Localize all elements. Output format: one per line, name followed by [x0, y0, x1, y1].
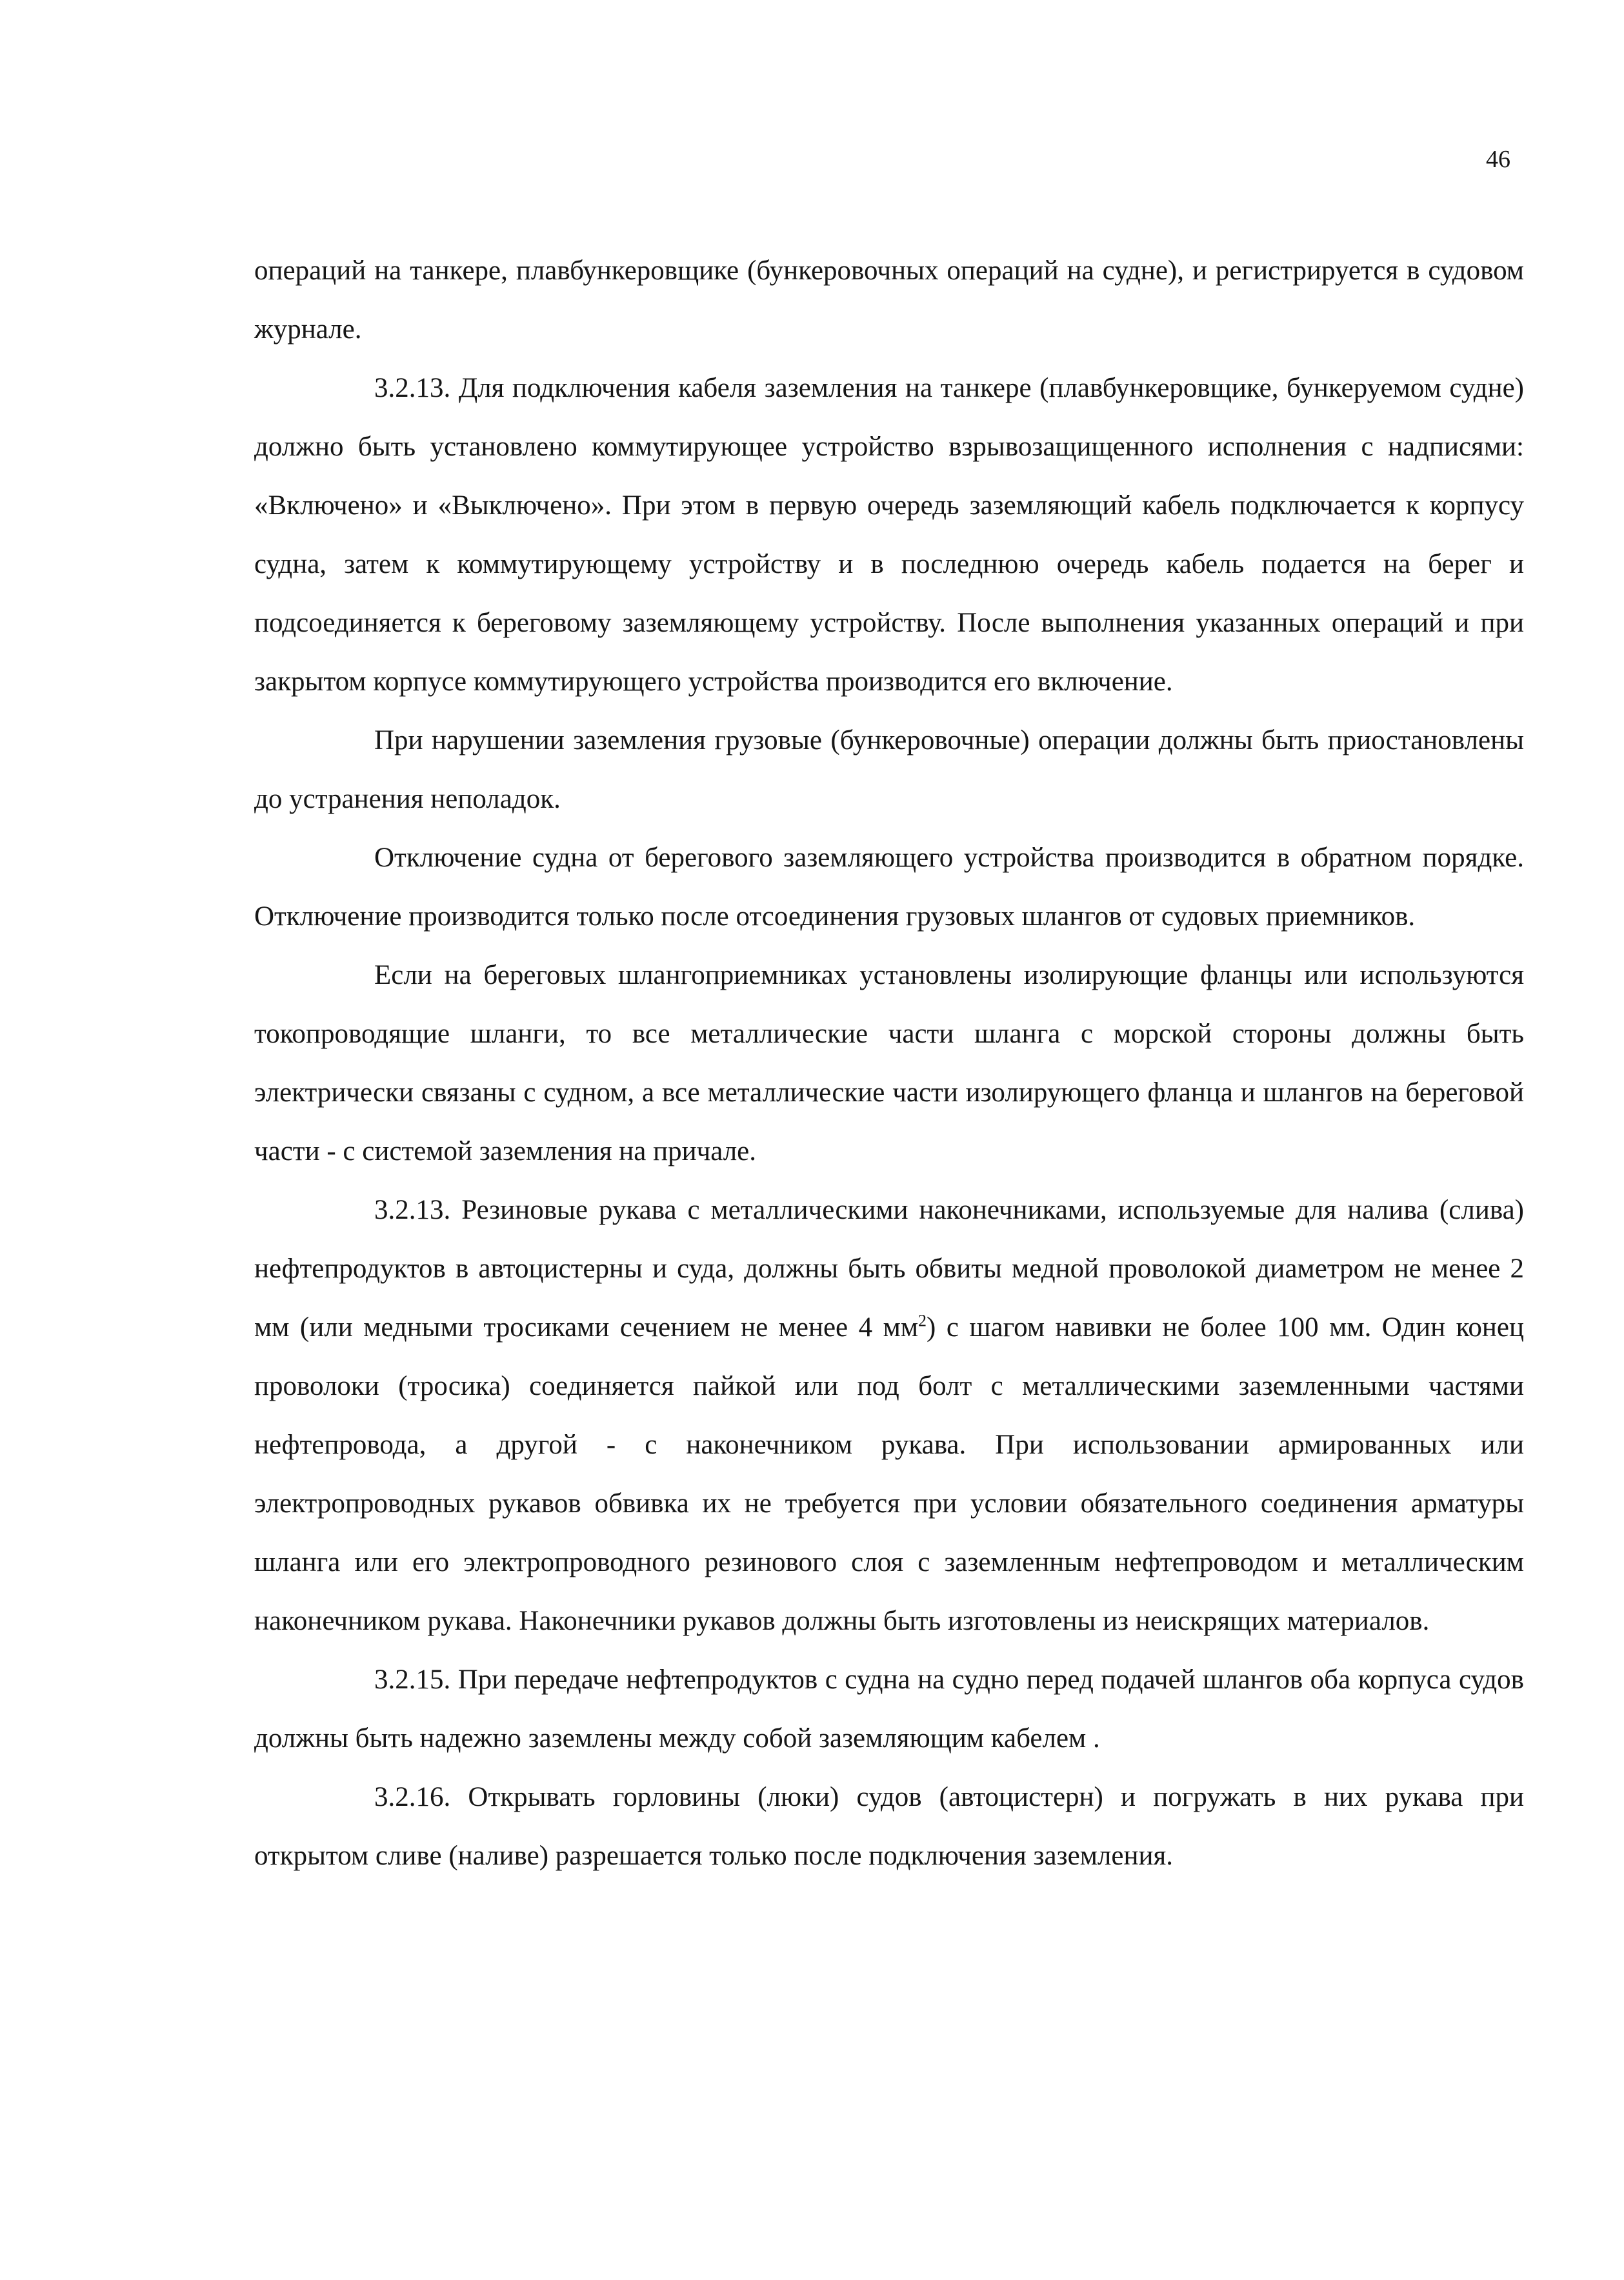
- paragraph-3-2-13-rubber-hoses: [254, 1181, 1524, 1650]
- document-body: [254, 241, 1524, 1885]
- paragraph-disconnection-order: Отключение судна от берегового заземляющего устройства производится в обратном порядке. Отключение производится только после отсоединения грузовых шлангов от судовых приемников.: [254, 843, 1524, 932]
- square-superscript: 2: [918, 1311, 927, 1330]
- rubber-hoses-text-start: 3.2.13. Резиновые рукава с металлическими наконечниками, используемые для налива (слива) нефтепродуктов в автоцистерны и суда, должны быть обвиты медной проволокой диаметром не менее 2 мм (или медными тросиками сечением не менее 4 мм: [254, 1195, 1524, 1343]
- paragraph-3-2-13-grounding-cable: 3.2.13. Для подключения кабеля заземления на танкере (плавбункеровщике, бункеруемом судне) должно быть установлено коммутирующее устройство взрывозащищенного исполнения с надписями: «Включено» и «Выключено». При этом в первую очередь заземляющий кабель подключается к корпусу судна, затем к коммутирующему устройству и в последнюю очередь кабель подается на берег и подсоединяется к береговому заземляющему устройству. После выполнения указанных операций и при закрытом корпусе коммутирующего устройства производится его включение.: [254, 373, 1524, 697]
- paragraph-3-2-15-ship-to-ship: 3.2.15. При передаче нефтепродуктов с судна на судно перед подачей шлангов оба корпуса судов должны быть надежно заземлены между собой заземляющим кабелем .: [254, 1665, 1524, 1754]
- rubber-hoses-text-end: ) с шагом навивки не более 100 мм. Один конец проволоки (тросика) соединяется пайкой или под болт с металлическими заземленными частями нефтепровода, а другой - с наконечником рукава. При использовании армированных или электропроводных рукавов обвивка их не требуется при условии обязательного соединения арматуры шланга или его электропроводного резинового слоя с заземленным нефтепроводом и металлическим наконечником рукава. Наконечники рукавов должны быть изготовлены из неискрящих материалов.: [254, 1312, 1524, 1636]
- paragraph-insulating-flanges: Если на береговых шлангоприемниках установлены изолирующие фланцы или используются токопроводящие шланги, то все металлические части шланга с морской стороны должны быть электрически связаны с судном, а все металлические части изолирующего фланца и шлангов на береговой части - с системой заземления на причале.: [254, 960, 1524, 1166]
- paragraph-3-2-16-hatches: 3.2.16. Открывать горловины (люки) судов (автоцистерн) и погружать в них рукава при открытом сливе (наливе) разрешается только после подключения заземления.: [254, 1782, 1524, 1871]
- page-number: 46: [1486, 146, 1510, 173]
- paragraph-continuation: операций на танкере, плавбункеровщике (бункеровочных операций на судне), и регистрируется в судовом журнале.: [254, 255, 1524, 345]
- paragraph-grounding-violation: При нарушении заземления грузовые (бункеровочные) операции должны быть приостановлены до устранения неполадок.: [254, 725, 1524, 814]
